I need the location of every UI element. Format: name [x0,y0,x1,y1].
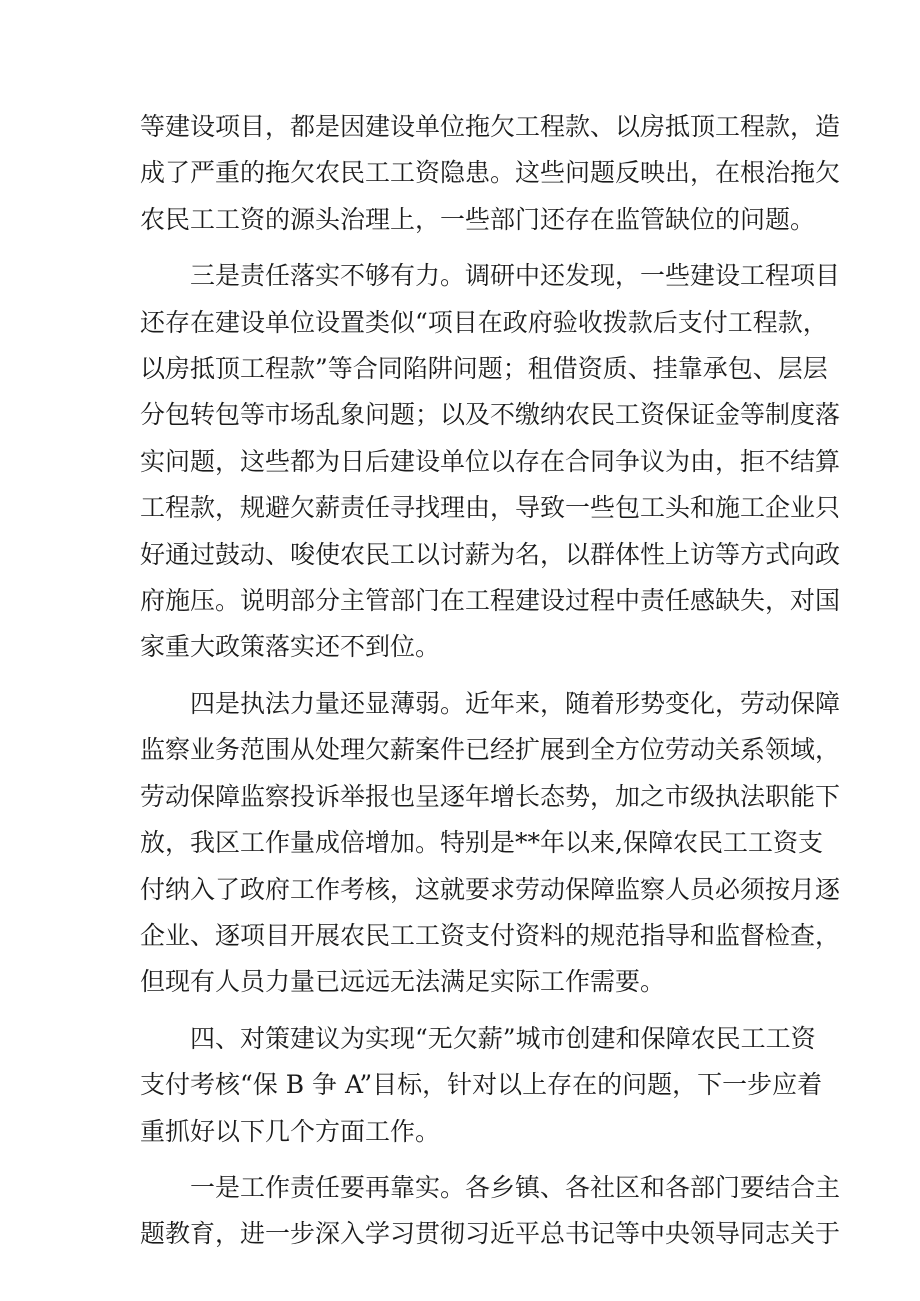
text-line: 付纳入了政府工作考核，这就要求劳动保障监察人员必须按月逐 [140,874,841,904]
text-line: 四是执法力量还显薄弱。近年来，随着形势变化，劳动保障 [190,688,841,718]
text-line: 成了严重的拖欠农民工工资隐患。这些问题反映出，在根治拖欠 [140,158,841,188]
text-line: 工程款，规避欠薪责任寻找理由，导致一些包工头和施工企业只 [140,493,841,523]
text-line: 家重大政策落实还不到位。 [140,632,441,662]
text-line: 分包转包等市场乱象问题；以及不缴纳农民工资保证金等制度落 [140,400,841,430]
text-line: 题教育，进一步深入学习贯彻习近平总书记等中央领导同志关于 [140,1219,841,1249]
text-line: 还存在建设单位设置类似“项目在政府验收拨款后支付工程款， [140,307,828,337]
paragraph [140,1016,823,1155]
text-line: 三是责任落实不够有力。调研中还发现，一些建设工程项目 [190,261,841,291]
text-line: 重抓好以下几个方面工作。 [140,1116,441,1146]
text-line: 支付考核“保 B 争 A”目标，针对以上存在的问题，下一步应着 [140,1070,823,1100]
text-line: 四、对策建议为实现“无欠薪”城市创建和保障农民工工资 [190,1023,816,1053]
text-line: 但现有人员力量已远远无法满足实际工作需要。 [140,967,666,997]
paragraph [140,104,841,243]
text-line: 实问题，这些都为日后建设单位以存在合同争议为由，拒不结算 [140,446,841,476]
paragraph [140,681,841,1006]
text-line: 以房抵顶工程款”等合同陷阱问题；租借资质、挂靠承包、层层 [140,354,828,384]
paragraph [140,253,841,671]
text-line: 等建设项目，都是因建设单位拖欠工程款、以房抵顶工程款，造 [140,112,841,141]
document-body [140,104,841,1268]
text-line: 府施压。说明部分主管部门在工程建设过程中责任感缺失，对国 [140,586,841,616]
text-line: 劳动保障监察投诉举报也呈逐年增长态势，加之市级执法职能下 [140,781,841,811]
paragraph [140,1165,841,1258]
text-line: 农民工工资的源头治理上，一些部门还存在监管缺位的问题。 [140,204,816,234]
text-line: 监察业务范围从处理欠薪案件已经扩展到全方位劳动关系领域， [140,735,841,765]
text-line: 好通过鼓动、唆使农民工以讨薪为名，以群体性上访等方式向政 [140,539,841,569]
text-line: 企业、逐项目开展农民工工资支付资料的规范指导和监督检查， [140,920,841,950]
text-line: 放，我区工作量成倍增加。特别是**年以来,保障农民工工资支 [140,828,823,858]
text-line: 一是工作责任要再靠实。各乡镇、各社区和各部门要结合主 [190,1172,841,1202]
